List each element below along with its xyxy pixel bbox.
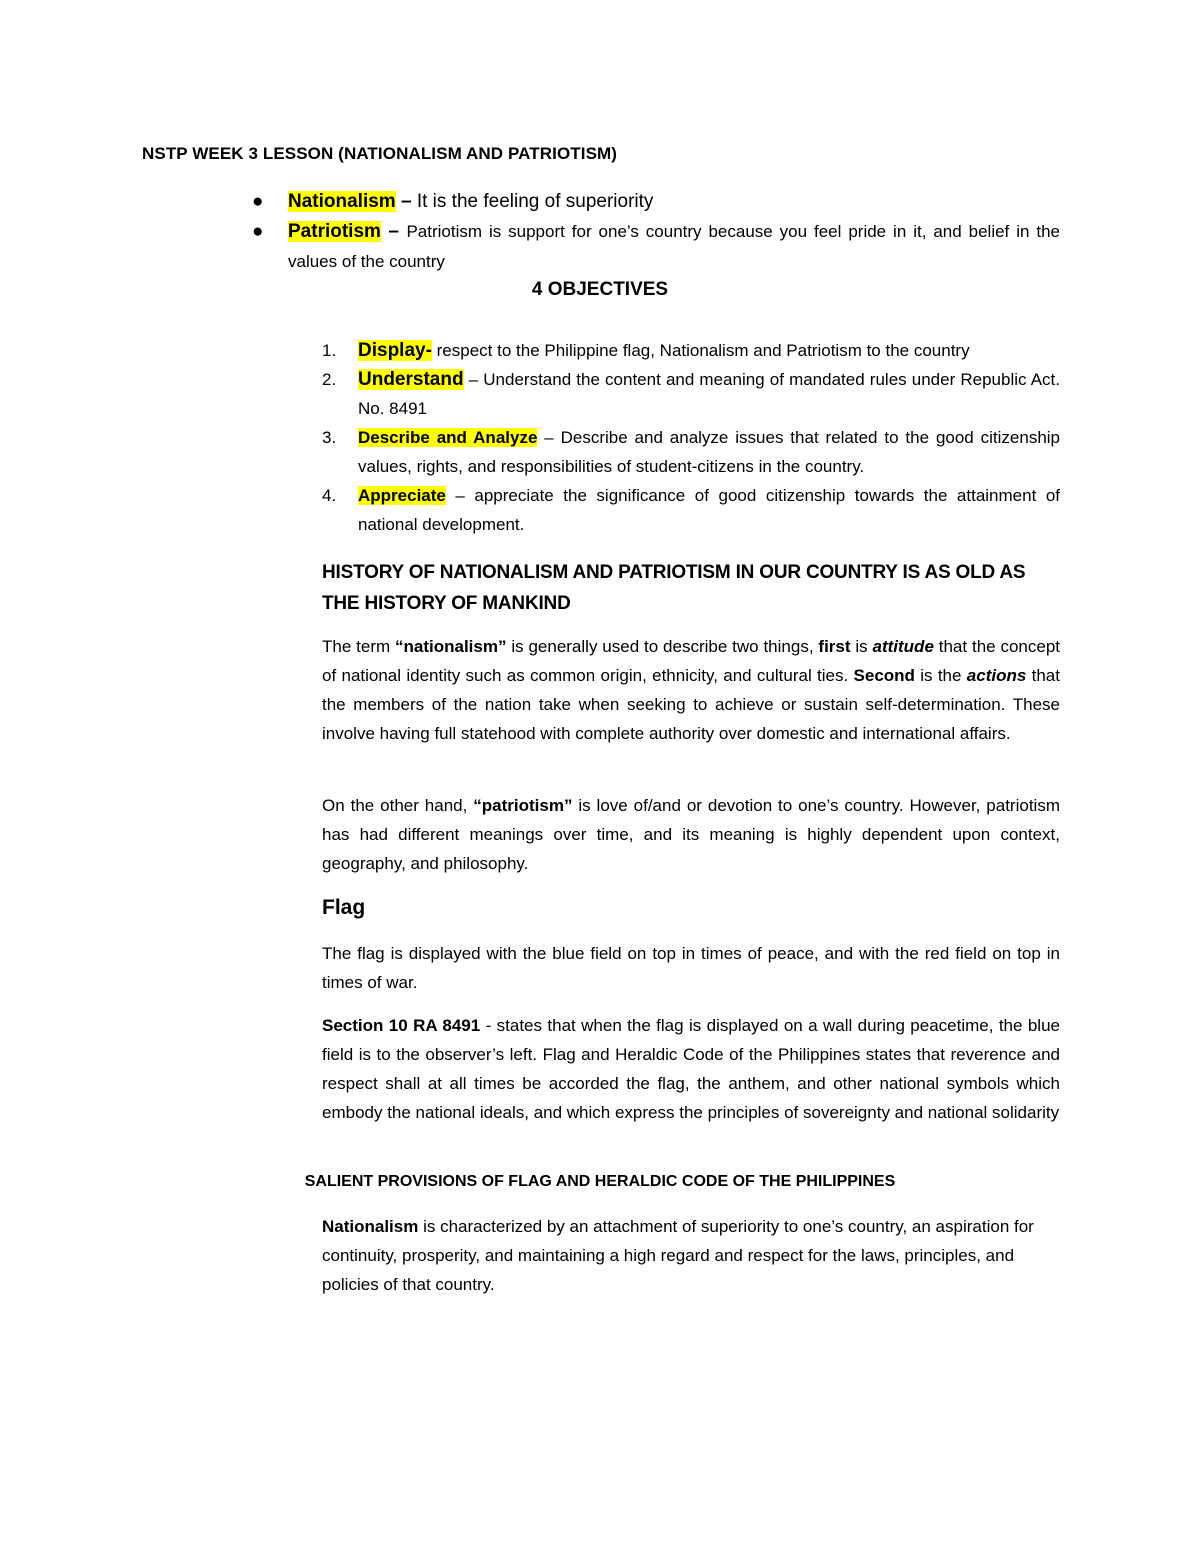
objective-term: Describe and Analyze — [358, 428, 538, 447]
item-number: 3. — [322, 428, 337, 447]
objective-text: – appreciate the significance of good citizenship towards the attainment of national development. — [358, 486, 1060, 534]
item-number: 2. — [322, 370, 337, 389]
salient-paragraph: Nationalism is characterized by an attachment of superiority to one’s country, an aspiration for continuity, prosperity, and maintaining a high regard and respect for the laws, principles, and policies of that country. — [322, 1217, 1034, 1294]
bullet-icon: ● — [252, 191, 264, 212]
definitions-list — [250, 187, 1060, 277]
objective-text: – Understand the content and meaning of mandated rules under Republic Act. No. 8491 — [358, 370, 1060, 418]
objective-term: Appreciate — [358, 486, 446, 505]
definition-text: Patriotism is support for one’s country because you feel pride in it, and belief in the values of the country — [288, 222, 1060, 271]
bullet-icon: ● — [252, 221, 264, 242]
list-item — [322, 481, 1060, 539]
list-item: ● Nationalism – It is the feeling of superiority — [250, 187, 1060, 217]
definition-text: It is the feeling of superiority — [416, 191, 654, 212]
objective-term: Display- — [358, 340, 432, 361]
list-item — [322, 423, 1060, 481]
term-nationalism: Nationalism — [288, 191, 396, 212]
term-patriotism: Patriotism — [288, 221, 381, 242]
nationalism-paragraph: The term “nationalism” is generally used to describe two things, first is attitude that the concept of national identity such as common origin, ethnicity, and cultural ties. Second is the actions that the members of the nation take when seeking to achieve or sustain self-determination. These involve having full statehood with complete authority over domestic and international affairs. — [322, 637, 1060, 743]
objective-term: Understand — [358, 369, 464, 390]
list-item — [322, 365, 1060, 423]
objectives-list — [322, 336, 1060, 539]
patriotism-paragraph: On the other hand, “patriotism” is love of/and or devotion to one’s country. However, patriotism has had different meanings over time, and its meaning is highly dependent upon context, geography, and philosophy. — [322, 796, 1060, 873]
page-title: NSTP WEEK 3 LESSON (NATIONALISM AND PATRIOTISM) — [142, 144, 618, 163]
list-item: ● Patriotism – Patriotism is support for one’s country because you feel pride in it, and belief in the values of the country — [250, 217, 1060, 277]
item-number: 1. — [322, 341, 337, 360]
objectives-heading: 4 OBJECTIVES — [531, 279, 669, 300]
item-number: 4. — [322, 486, 337, 505]
history-heading: HISTORY OF NATIONALISM AND PATRIOTISM IN OUR COUNTRY IS AS OLD AS THE HISTORY OF MANKIND — [322, 562, 1026, 614]
section-10-paragraph: Section 10 RA 8491 - states that when the flag is displayed on a wall during peacetime, the blue field is to the observer’s left. Flag and Heraldic Code of the Philippines states that reverence and respect shall at all times be accorded the flag, the anthem, and other national symbols which embody the national ideals, and which express the principles of sovereignty and national solidarity — [322, 1016, 1060, 1122]
objective-text: – Describe and analyze issues that related to the good citizenship values, rights, and responsibilities of student-citizens in the country. — [358, 428, 1061, 476]
flag-paragraph: The flag is displayed with the blue field on top in times of peace, and with the red field on top in times of war. — [322, 944, 1060, 992]
salient-provisions-heading: SALIENT PROVISIONS OF FLAG AND HERALDIC CODE OF THE PHILIPPINES — [304, 1173, 896, 1190]
flag-heading: Flag — [322, 896, 366, 919]
objective-text: respect to the Philippine flag, Nationalism and Patriotism to the country — [431, 341, 970, 360]
list-item — [322, 336, 1060, 365]
